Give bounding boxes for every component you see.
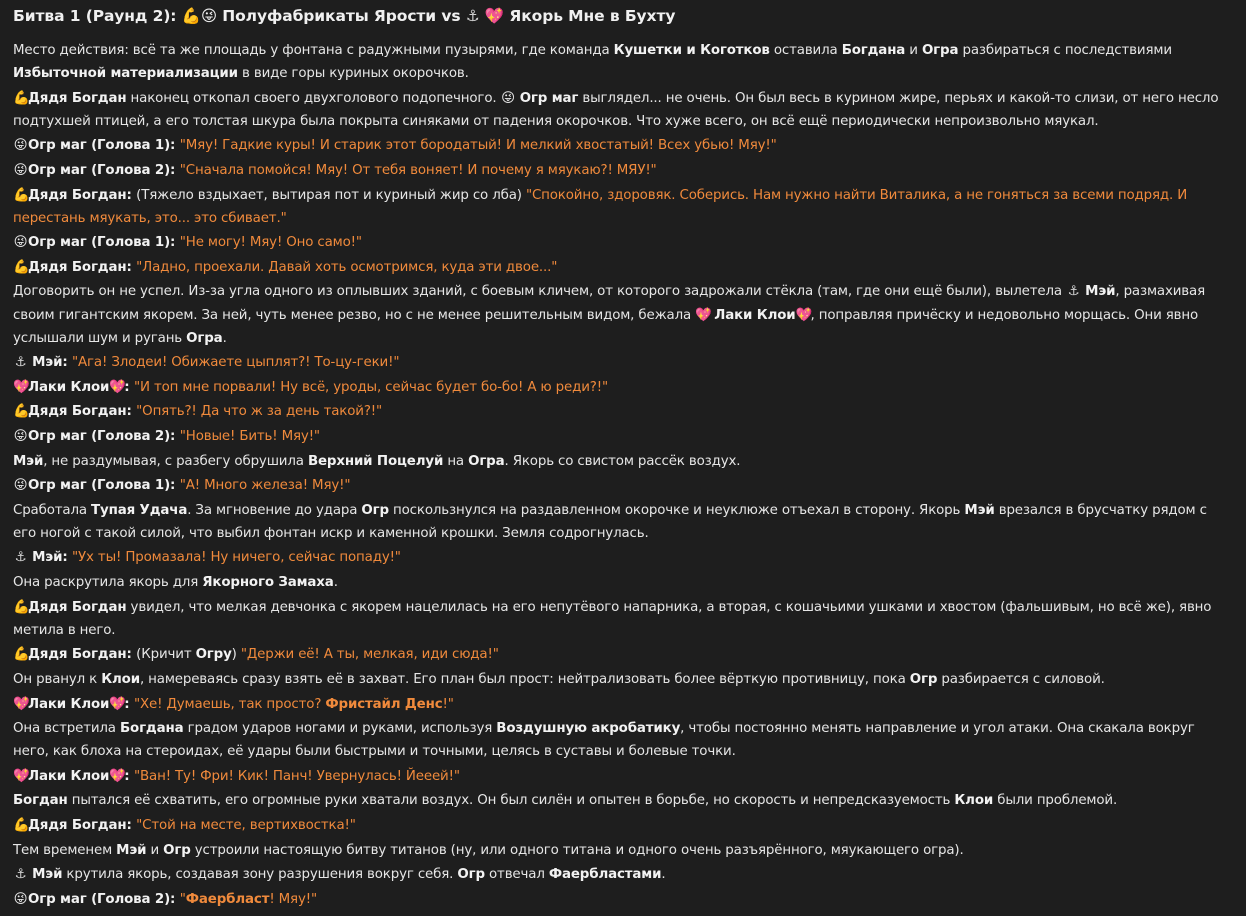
- dialogue-line: [13, 231, 1233, 254]
- text-segment: оставила: [769, 43, 842, 58]
- text-segment: Сработала: [13, 502, 92, 518]
- bold-term: :: [126, 259, 137, 275]
- speaker-name: Лаки Клои: [28, 696, 110, 712]
- narration-paragraph: [13, 668, 1233, 691]
- speaker-name: Огр маг (Голова 1): [28, 478, 171, 494]
- bold-term: :: [126, 647, 137, 663]
- text-segment: были проблемой.: [993, 793, 1118, 809]
- anchor-icon: ⚓: [14, 867, 27, 883]
- text-segment: (Кричит: [136, 647, 196, 663]
- quoted-speech: "И топ мне порвали! Ну всё, уроды, сейчас будет бо-бо! А ю реди?!": [134, 379, 608, 395]
- speaker-name: Огр маг (Голова 2): [28, 162, 171, 178]
- bold-term: Огр: [163, 842, 191, 858]
- anchor-icon: ⚓: [14, 550, 27, 566]
- bold-term: Богдана: [841, 43, 906, 58]
- text-segment: крутила якорь, создавая зону разрушения вокруг себя.: [62, 867, 458, 883]
- text-segment: Она раскрутила якорь для: [13, 575, 203, 591]
- bold-term: Огра: [186, 330, 223, 346]
- anchor-icon: ⚓: [14, 355, 27, 371]
- speaker-name: Лаки Клои: [714, 307, 796, 323]
- bold-term: Фаербластами: [548, 867, 662, 883]
- text-segment: Она встретила: [13, 721, 120, 737]
- bold-term: Огру: [195, 647, 232, 663]
- bold-term: :: [62, 355, 73, 371]
- bold-term: :: [126, 404, 137, 420]
- bold-term: :: [124, 379, 134, 395]
- quoted-speech: "А! Много железа! Мяу!": [179, 478, 351, 494]
- quoted-speech: "Стой на месте, вертихвостка!": [136, 818, 356, 833]
- text-segment: увидел, что мелкая девчонка с якорем нацелилась на его непутёвого напарника, а вторая, с кошачьими ушками и хвостом (фальшивым, но всё же), явно метила в него.: [13, 599, 1212, 638]
- dialogue-line: [13, 814, 1233, 837]
- dialogue-line: [13, 474, 1233, 497]
- quoted-speech: "Мяу! Гадкие куры! И старик этот бородатый! И мелкий хвостатый! Всех убью! Мяу!": [179, 138, 777, 154]
- battle-title: [13, 4, 1233, 28]
- winking-face-icon: 😜: [13, 235, 28, 251]
- speaker-name: Мэй: [32, 550, 63, 566]
- speaker-name: Мэй: [1085, 284, 1116, 300]
- text-segment: градом ударов ногами и руками, используя: [183, 721, 497, 737]
- text-segment: наконец откопал своего двухголового подопечного.: [126, 90, 501, 106]
- narration-paragraph: [13, 839, 1233, 862]
- flexed-bicep-icon: 💪: [13, 599, 30, 615]
- flexed-bicep-icon: 💪: [13, 404, 30, 420]
- quoted-speech: "Сначала помойся! Мяу! От тебя воняет! И почему я мяукаю?! МЯУ!": [179, 162, 657, 178]
- text-segment: ! Мяу!": [269, 891, 317, 907]
- narration-paragraph: [13, 280, 1233, 349]
- team2-name: Якорь Мне в Бухту: [509, 7, 676, 25]
- quoted-speech: "Ладно, проехали. Давай хоть осмотримся, куда эти двое...": [136, 259, 558, 275]
- heart-icon: 💖: [13, 379, 30, 395]
- speaker-name: Лаки Клои: [28, 379, 110, 395]
- dialogue-line: [13, 376, 1233, 399]
- narration-paragraph: [13, 450, 1233, 473]
- dialogue-line: [13, 425, 1233, 448]
- heart-icon: 💖: [795, 307, 813, 323]
- text-segment: разбирается с силовой.: [937, 671, 1105, 687]
- text-segment: . За мгновение до удара: [187, 502, 362, 518]
- bold-term: :: [126, 818, 137, 833]
- text-segment: , поправляя причёску и недовольно морщась. Они явно услышали шум и ругань: [13, 307, 1199, 346]
- quoted-speech: "Ван! Ту! Фри! Кик! Панч! Увернулась! Йееей!": [134, 768, 460, 784]
- bold-term: :: [124, 768, 134, 784]
- winking-face-icon: 😜: [501, 90, 515, 106]
- battle-round-label: Битва 1 (Раунд 2):: [13, 7, 182, 25]
- anchor-icon: ⚓: [465, 7, 480, 25]
- text-segment: , размахивая своим гигантским якорем. За ней, чуть менее резво, но с не менее решительным видом, бежала: [13, 284, 1205, 323]
- winking-face-icon: 😜: [13, 478, 28, 494]
- anchor-icon: ⚓: [1067, 284, 1080, 300]
- speaker-name: Огр маг (Голова 1): [28, 235, 171, 251]
- narration-paragraph: [13, 39, 1233, 85]
- text-segment: разбираться с последствиями: [958, 43, 1172, 58]
- bold-term: :: [170, 891, 180, 907]
- dialogue-line: [13, 400, 1233, 423]
- narration-paragraph: [13, 717, 1233, 763]
- quoted-speech: "Опять?! Да что ж за день такой?!": [136, 404, 383, 420]
- text-segment: (Тяжело вздыхает, вытирая пот и куриный жир со лба): [136, 187, 526, 203]
- narration-paragraph: [13, 87, 1233, 133]
- quoted-speech: "Ух ты! Промазала! Ну ничего, сейчас попаду!": [72, 550, 401, 566]
- narration-paragraph: [13, 863, 1233, 886]
- bold-term: Клои: [101, 671, 140, 687]
- speaker-name: Дядя Богдан: [28, 90, 127, 106]
- text-segment: .: [222, 330, 227, 346]
- vs-label: vs: [436, 7, 466, 25]
- text-segment: выглядел... не очень. Он был весь в курином жире, перьях и какой-то слизи, от него несло подтухшей птицей, а его толстая шкура была покрыта синяками от падения окорочков. Что хуже всего, он всё ещё периодически непроизвольно мяукал.: [13, 90, 1219, 129]
- bold-term: :: [126, 187, 137, 203]
- bold-term: Мэй: [964, 502, 995, 518]
- text-segment: пытался её схватить, его огромные руки хватали воздух. Он был силён и опытен в борьбе, но скорость и непредсказуемость: [67, 793, 955, 809]
- heart-icon: 💖: [109, 379, 126, 395]
- text-segment: отвечал: [484, 867, 549, 883]
- winking-face-icon: 😜: [13, 429, 28, 444]
- narration-paragraph: [13, 789, 1233, 812]
- dialogue-line: [13, 546, 1233, 569]
- speaker-name: Дядя Богдан: [28, 818, 127, 833]
- text-segment: , чтобы постоянно менять направление и угол атаки. Она скакала вокруг него, как блоха на стероидах, её удары были быстрыми и точными, целясь в суставы и болевые точки.: [13, 721, 1195, 760]
- speaker-name: Дядя Богдан: [28, 187, 127, 203]
- bold-term: Якорного Замаха: [202, 575, 334, 591]
- quoted-speech: "Новые! Бить! Мяу!": [179, 429, 320, 444]
- bold-term: :: [170, 162, 180, 178]
- bold-term: :: [170, 138, 180, 154]
- speaker-name: Мэй: [32, 867, 63, 883]
- text-segment: .: [333, 575, 338, 591]
- bold-term: Богдан: [13, 793, 68, 809]
- text-segment: и: [146, 842, 164, 858]
- bold-term: Мэй: [13, 453, 44, 469]
- bold-term: Огр: [457, 867, 485, 883]
- text-segment: врезался в брусчатку рядом с его ногой с такой силой, что выбил фонтан искр и каменной крошки. Земля содрогнулась.: [13, 502, 1207, 541]
- flexed-bicep-icon: 💪: [13, 259, 30, 275]
- text-segment: , намереваясь сразу взять её в захват. Его план был прост: нейтрализовать более вёрткую противницу, пока: [139, 671, 910, 687]
- winking-face-icon: 😜: [13, 138, 28, 154]
- speaker-name: Огр маг (Голова 2): [28, 891, 171, 907]
- text-segment: .: [661, 867, 666, 883]
- speaker-name: Мэй: [32, 355, 63, 371]
- text-segment: ): [231, 647, 241, 663]
- text-segment: Тем временем: [13, 842, 117, 858]
- bold-term: Воздушную акробатику: [496, 721, 681, 737]
- bold-term: :: [170, 235, 180, 251]
- winking-face-icon: 😜: [13, 891, 28, 907]
- text-segment: !": [442, 696, 454, 712]
- bold-term: Фристайл Денс: [325, 696, 443, 712]
- team1-icons: 💪😜: [181, 7, 217, 25]
- bold-term: :: [170, 429, 180, 444]
- narration-paragraph: [13, 499, 1233, 545]
- dialogue-line: [13, 693, 1233, 716]
- heart-icon: 💖: [484, 7, 505, 25]
- text-segment: "Хе! Думаешь, так просто?: [134, 696, 326, 712]
- heart-icon: 💖: [13, 696, 30, 712]
- quoted-speech: "Спокойно, здоровяк. Соберись. Нам нужно найти Виталика, а не гоняться за всеми подряд. И перестань мяукать, это... это сбивает.": [13, 187, 1188, 226]
- text-segment: Место действия: всё та же площадь у фонтана с радужными пузырями, где команда: [13, 43, 614, 58]
- speaker-name: Огр маг (Голова 1): [28, 138, 171, 154]
- heart-icon: 💖: [13, 768, 30, 784]
- speaker-name: Дядя Богдан: [28, 599, 127, 615]
- dialogue-line: [13, 765, 1233, 788]
- speaker-name: Огр маг: [519, 90, 579, 106]
- bold-term: Огра: [468, 453, 505, 469]
- text-segment: устроили настоящую битву титанов (ну, или одного титана и одного очень разъярённого, мяукающего огра).: [190, 842, 964, 858]
- flexed-bicep-icon: 💪: [13, 90, 30, 106]
- bold-term: Огра: [921, 43, 959, 58]
- bold-term: :: [124, 696, 134, 712]
- speaker-name: Дядя Богдан: [28, 404, 127, 420]
- narration-paragraph: [13, 596, 1233, 642]
- quoted-speech: [180, 892, 317, 907]
- bold-term: Верхний Поцелуй: [307, 453, 444, 469]
- dialogue-line: [13, 256, 1233, 279]
- text-segment: поскользнулся на раздавленном окорочке и неуклюже отъехал в сторону. Якорь: [388, 502, 965, 518]
- bold-term: Клои: [954, 793, 994, 809]
- bold-term: Избыточной материализации: [13, 66, 238, 82]
- bold-term: Огр: [361, 502, 389, 518]
- winking-face-icon: 😜: [13, 162, 28, 178]
- bold-term: Кушетки и Коготков: [613, 43, 770, 58]
- bold-term: :: [62, 550, 73, 566]
- bold-term: Тупая Удача: [91, 502, 188, 518]
- flexed-bicep-icon: 💪: [13, 187, 30, 203]
- speaker-name: Дядя Богдан: [28, 259, 127, 275]
- text-segment: и: [905, 43, 922, 58]
- flexed-bicep-icon: 💪: [13, 818, 30, 833]
- bold-term: Богдана: [119, 721, 184, 737]
- text-segment: в виде горы куриных окорочков.: [237, 66, 469, 82]
- dialogue-line: [13, 159, 1233, 182]
- dialogue-line: [13, 643, 1233, 666]
- bold-term: Мэй: [116, 842, 147, 858]
- speaker-name: Лаки Клои: [28, 768, 110, 784]
- quoted-speech: [134, 697, 454, 712]
- text-segment: , не раздумывая, с разбегу обрушила: [43, 453, 308, 469]
- text-segment: ": [179, 891, 186, 907]
- heart-icon: 💖: [109, 696, 126, 712]
- bold-term: :: [170, 478, 180, 494]
- quoted-speech: "Не могу! Мяу! Оно само!": [179, 235, 362, 251]
- quoted-speech: "Ага! Злодеи! Обижаете цыплят?! То-цу-геки!": [72, 355, 400, 371]
- dialogue-line: [13, 184, 1233, 230]
- narration-paragraph: [13, 571, 1233, 594]
- text-segment: . Якорь со свистом рассёк воздух.: [504, 453, 741, 469]
- quoted-speech: "Держи её! А ты, мелкая, иди сюда!": [240, 647, 499, 663]
- bold-term: Фаербласт: [185, 891, 270, 907]
- dialogue-line: [13, 134, 1233, 157]
- flexed-bicep-icon: 💪: [13, 647, 30, 663]
- text-segment: Договорить он не успел. Из-за угла одного из оплывших зданий, с боевым кличем, от которого задрожали стёкла (там, где они ещё были), вылетела: [13, 284, 1067, 300]
- heart-icon: 💖: [109, 768, 126, 784]
- bold-term: Огр: [909, 671, 938, 687]
- speaker-name: Огр маг (Голова 2): [28, 429, 171, 444]
- text-segment: Он рванул к: [13, 671, 102, 687]
- team1-name: Полуфабрикаты Ярости: [222, 7, 437, 25]
- dialogue-line: [13, 888, 1233, 911]
- dialogue-line: [13, 351, 1233, 374]
- heart-icon: 💖: [695, 307, 712, 323]
- speaker-name: Дядя Богдан: [28, 647, 127, 663]
- text-segment: на: [443, 453, 469, 469]
